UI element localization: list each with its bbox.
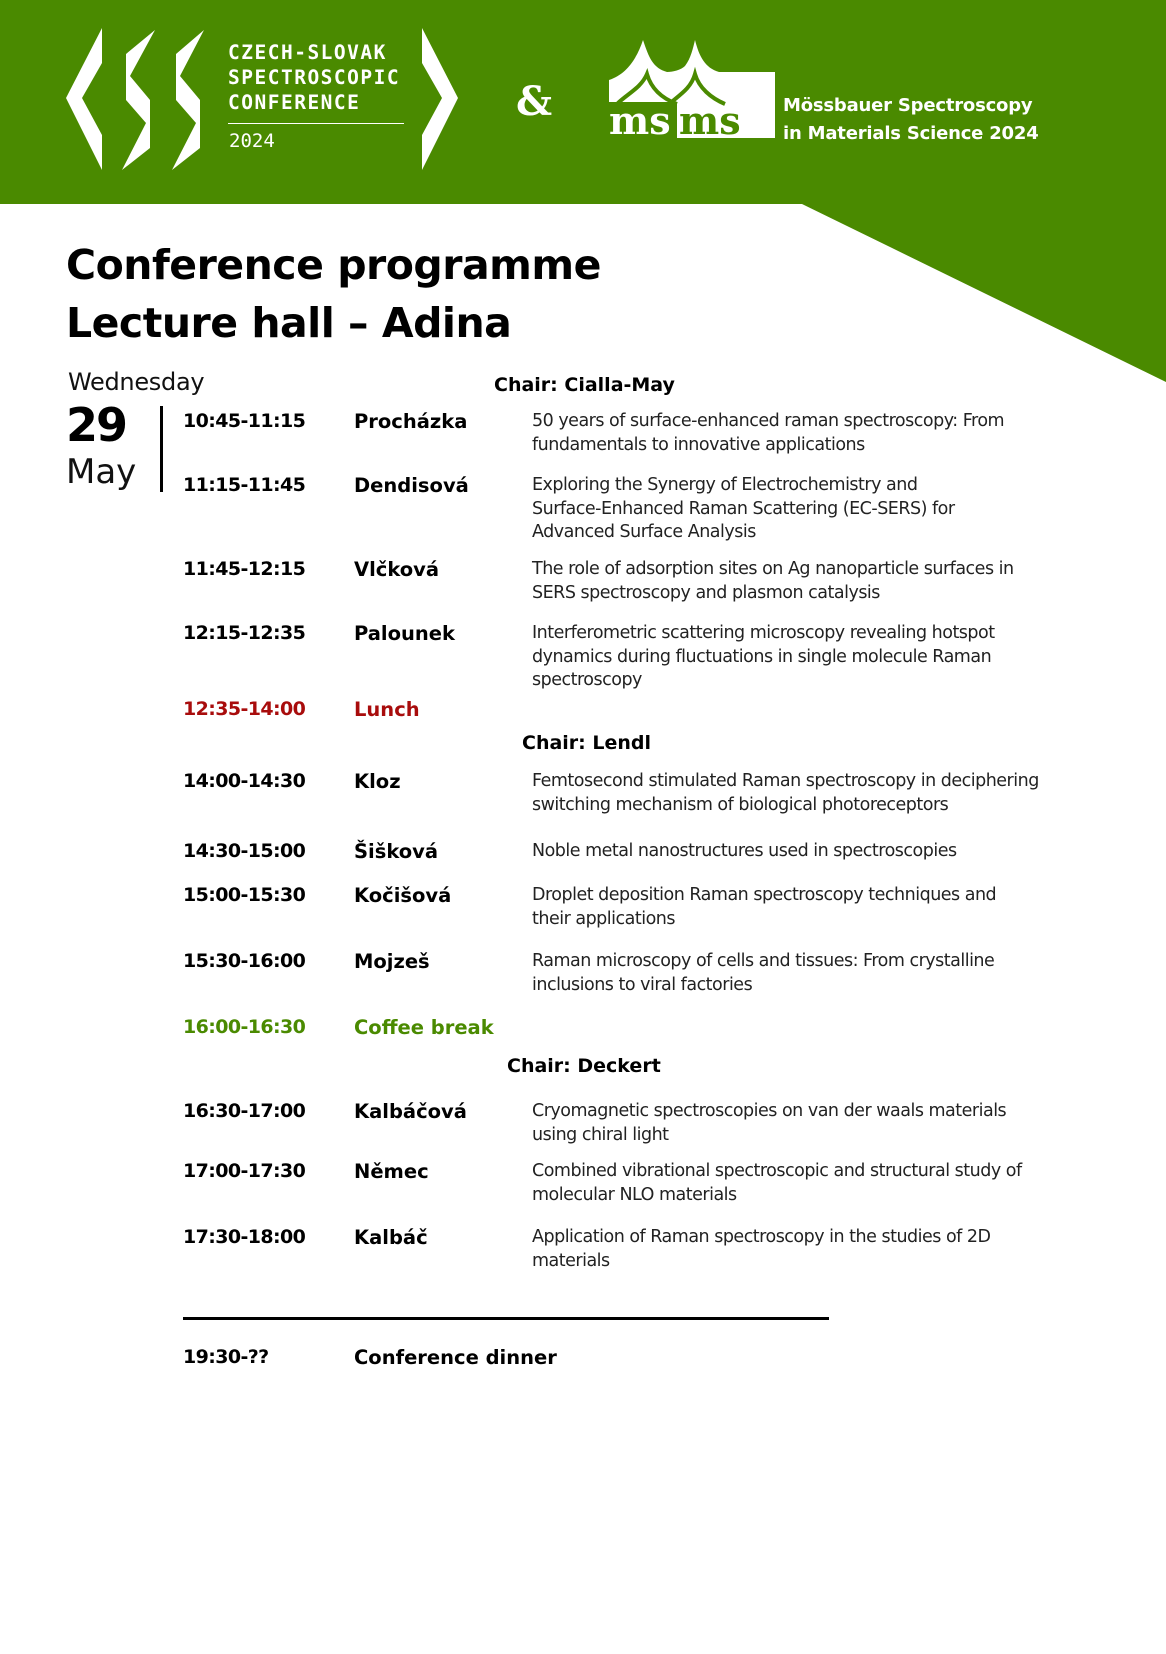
css-logo-text (228, 40, 400, 115)
session-chair: Chair: Cialla-May (494, 374, 675, 396)
page-title-line: Lecture hall – Adina (66, 299, 512, 347)
row-speaker: Němec (354, 1160, 429, 1183)
row-talk-title: Cryomagnetic spectroscopies on van der waals materials using chiral light (532, 1101, 1007, 1145)
date-divider (160, 406, 163, 492)
row-time: 16:30-17:00 (183, 1100, 306, 1122)
page-title-line: Conference programme (66, 241, 601, 289)
row-speaker: Kočišová (354, 884, 452, 907)
row-time: 12:35-14:00 (183, 698, 306, 720)
row-speaker: Dendisová (354, 474, 469, 497)
row-speaker: Kloz (354, 770, 401, 793)
css-logo-line: CZECH-SLOVAK (228, 41, 387, 64)
row-time: 16:00-16:30 (183, 1016, 306, 1038)
row-speaker: Šišková (354, 840, 439, 863)
row-talk-title: Noble metal nanostructures used in spectroscopies (532, 841, 957, 861)
row-talk-title: The role of adsorption sites on Ag nanoparticle surfaces in SERS spectroscopy and plasmon catalysis (532, 559, 1014, 603)
section-divider (183, 1317, 829, 1320)
row-break-label: Coffee break (354, 1016, 494, 1039)
row-speaker: Procházka (354, 410, 468, 433)
row-talk-title: Raman microscopy of cells and tissues: From crystalline inclusions to viral factories (532, 951, 995, 995)
css-logo-year: 2024 (229, 130, 275, 152)
row-time: 14:00-14:30 (183, 770, 306, 792)
date-weekday: Wednesday (68, 368, 205, 396)
css-logo-line: SPECTROSCOPIC (228, 66, 401, 89)
row-talk-title: Exploring the Synergy of Electrochemistry and Surface-Enhanced Raman Scattering (EC-SERS) for Advanced Surface Analysis (532, 475, 955, 542)
row-time: 15:30-16:00 (183, 950, 306, 972)
msms-spectrum-logo-icon (607, 38, 775, 138)
row-talk-title: 50 years of surface-enhanced raman spectroscopy: From fundamentals to innovative applications (532, 411, 1005, 455)
row-talk-title: Application of Raman spectroscopy in the studies of 2D materials (532, 1227, 991, 1271)
row-time: 17:00-17:30 (183, 1160, 306, 1182)
row-talk-title: Femtosecond stimulated Raman spectroscopy in deciphering switching mechanism of biological photoreceptors (532, 771, 1039, 815)
ampersand: & (516, 78, 553, 125)
row-speaker: Vlčková (354, 558, 440, 581)
row-time: 12:15-12:35 (183, 622, 306, 644)
session-chair: Chair: Lendl (522, 732, 652, 754)
page-title (66, 236, 601, 352)
row-time: 10:45-11:15 (183, 410, 306, 432)
dinner-label: Conference dinner (354, 1346, 557, 1369)
msms-logo-text (783, 92, 1039, 148)
msms-logo-line: in Materials Science 2024 (783, 123, 1039, 144)
session-chair: Chair: Deckert (507, 1055, 661, 1077)
row-time: 11:45-12:15 (183, 558, 306, 580)
row-time: 17:30-18:00 (183, 1226, 306, 1248)
row-time: 11:15-11:45 (183, 474, 306, 496)
row-time: 15:00-15:30 (183, 884, 306, 906)
row-talk-title: Interferometric scattering microscopy revealing hotspot dynamics during fluctuations in single molecule Raman spectroscopy (532, 623, 995, 690)
date-day: 29 (66, 398, 127, 452)
dinner-time: 19:30-?? (183, 1346, 269, 1368)
row-speaker: Kalbáčová (354, 1100, 467, 1123)
row-time: 14:30-15:00 (183, 840, 306, 862)
row-speaker: Kalbáč (354, 1226, 428, 1249)
row-speaker: Palounek (354, 622, 455, 645)
css-logo-line: CONFERENCE (228, 91, 361, 114)
svg-text:ms: ms (679, 98, 741, 138)
date-month: May (66, 452, 137, 492)
row-speaker: Mojzeš (354, 950, 430, 973)
css-logo-divider (228, 123, 404, 124)
msms-logo-line: Mössbauer Spectroscopy (783, 95, 1033, 116)
svg-text:ms: ms (609, 98, 671, 138)
row-break-label: Lunch (354, 698, 420, 721)
row-talk-title: Combined vibrational spectroscopic and structural study of molecular NLO materials (532, 1161, 1022, 1205)
row-talk-title: Droplet deposition Raman spectroscopy techniques and their applications (532, 885, 997, 929)
